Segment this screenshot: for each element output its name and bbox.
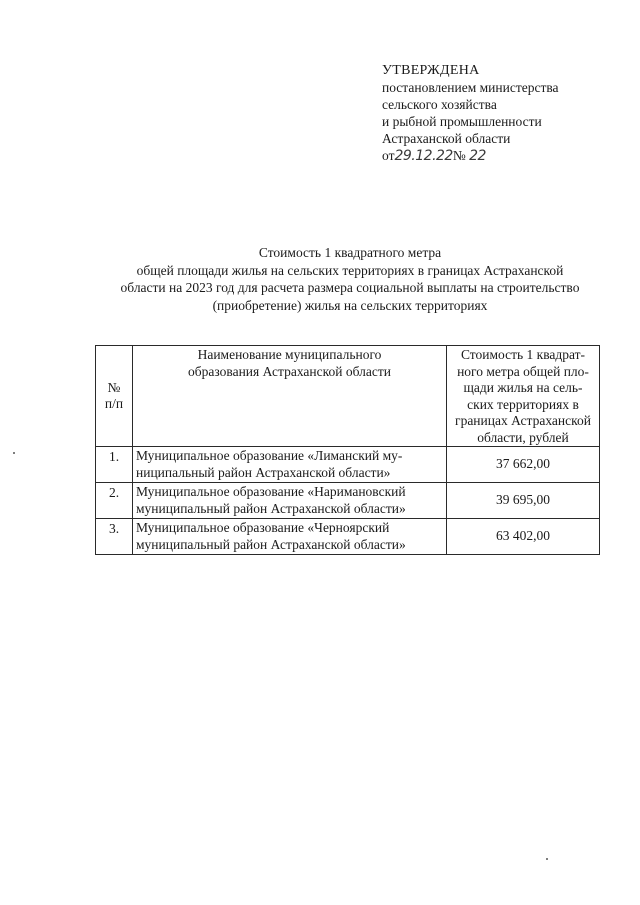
row-number: 3. (96, 519, 133, 555)
scan-speck (546, 858, 548, 860)
row-number: 1. (96, 447, 133, 483)
row-name (133, 447, 447, 483)
handwritten-date: 29.12.22 (394, 148, 453, 164)
approval-date-line (382, 147, 622, 165)
row-name-text: Муниципальное образование «Черноярский (136, 520, 390, 535)
header-cost-cell (447, 346, 600, 447)
cost-table (95, 345, 600, 555)
number-prefix: № (452, 148, 466, 163)
row-name (133, 483, 447, 519)
row-value: 37 662,00 (447, 447, 600, 483)
heading-line: Стоимость 1 квадратного метра (258, 245, 442, 260)
header-cost-text: Стоимость 1 квадрат- (460, 347, 586, 362)
document-heading (80, 244, 620, 314)
row-name (133, 519, 447, 555)
header-cost-text: ских территориях в (467, 396, 579, 412)
row-name-text: Муниципальное образование «Наримановский (136, 484, 406, 499)
header-name-text: Наименование муниципального (197, 347, 382, 362)
scan-speck (13, 452, 15, 454)
row-name-text: ниципальный район Астраханской области» (136, 464, 391, 480)
row-number: 2. (96, 483, 133, 519)
table-row (96, 519, 600, 555)
header-cost-text: границах Астраханской (455, 413, 591, 428)
heading-line: области на 2023 год для расчета размера социальной выплаты на строительство (120, 280, 580, 295)
header-cost-text: области, рублей (477, 429, 569, 445)
table-row (96, 447, 600, 483)
approval-line: Астраханской области (382, 131, 511, 146)
header-number-text: № (107, 379, 121, 395)
table-row (96, 483, 600, 519)
header-cost-text: ного метра общей пло- (457, 363, 589, 379)
approval-line: сельского хозяйства (382, 97, 497, 112)
header-name-cell (133, 346, 447, 447)
table-header-row (96, 346, 600, 447)
approval-line: постановлением министерства (382, 80, 559, 95)
heading-line: общей площади жилья на сельских территориях в границах Астраханской (136, 262, 564, 278)
header-name-text: образования Астраханской области (188, 363, 391, 379)
approval-line: и рыбной промышленности (382, 114, 542, 129)
header-number-cell (96, 346, 133, 447)
row-value: 63 402,00 (447, 519, 600, 555)
approval-title: УТВЕРЖДЕНА (382, 63, 480, 78)
handwritten-number: 22 (469, 148, 486, 164)
row-value: 39 695,00 (447, 483, 600, 519)
header-cost-text: щади жилья на сель- (463, 380, 583, 395)
row-name-text: муниципальный район Астраханской области» (136, 536, 406, 552)
row-name-text: Муниципальное образование «Лиманский му- (136, 448, 403, 463)
date-prefix: от (382, 148, 395, 163)
header-number-text: п/п (104, 396, 124, 411)
approval-block (382, 62, 622, 165)
heading-line: (приобретение) жилья на сельских территориях (212, 297, 488, 313)
row-name-text: муниципальный район Астраханской области» (136, 500, 406, 516)
